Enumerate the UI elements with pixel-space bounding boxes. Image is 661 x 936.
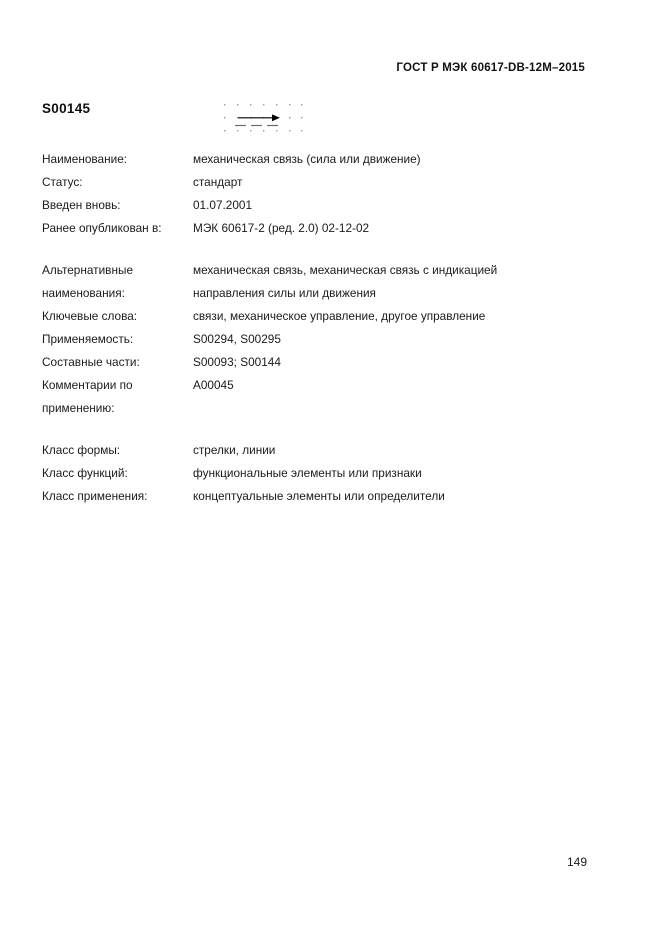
property-value: стандарт — [193, 175, 243, 189]
symbol-arrow — [238, 114, 280, 121]
table-row — [42, 171, 602, 194]
symbol-id-title: S00145 — [42, 101, 91, 116]
table-row — [42, 148, 602, 171]
property-value: механическая связь, механическая связь с индикацией — [193, 263, 498, 277]
table-row — [42, 305, 602, 328]
property-label: Введен вновь: — [42, 198, 121, 212]
property-label: Альтернативные — [42, 263, 133, 277]
table-row — [42, 194, 602, 217]
table-row — [42, 328, 602, 351]
property-value: функциональные элементы или признаки — [193, 466, 422, 480]
property-value: концептуальные элементы или определители — [193, 489, 445, 503]
table-row — [42, 217, 602, 240]
property-value: S00294, S00295 — [193, 332, 281, 346]
property-label: Класс формы: — [42, 443, 121, 457]
property-value: A00045 — [193, 378, 234, 392]
property-value: связи, механическое управление, другое управление — [193, 309, 486, 323]
property-label-continued: применению: — [42, 401, 115, 415]
table-row — [42, 439, 602, 462]
property-label: Применяемость: — [42, 332, 134, 346]
table-row — [42, 462, 602, 485]
table-row — [42, 485, 602, 508]
document-header-standard-reference: ГОСТ Р МЭК 60617-DB-12M–2015 — [396, 62, 585, 74]
table-row — [42, 397, 602, 420]
table-row — [42, 374, 602, 397]
property-label: Составные части: — [42, 355, 140, 369]
symbol-property-table — [42, 148, 602, 508]
property-label: Ранее опубликован в: — [42, 221, 162, 235]
mechanical-link-arrow-symbol — [222, 100, 304, 136]
property-label: Статус: — [42, 175, 83, 189]
property-label: Класс применения: — [42, 489, 148, 503]
table-row — [42, 259, 602, 282]
property-label: Класс функций: — [42, 466, 128, 480]
property-value: 01.07.2001 — [193, 198, 253, 212]
table-row — [42, 282, 602, 305]
property-label: Комментарии по — [42, 378, 133, 392]
property-value: S00093; S00144 — [193, 355, 281, 369]
property-value: механическая связь (сила или движение) — [193, 152, 421, 166]
property-label: Наименование: — [42, 152, 128, 166]
page-number: 149 — [566, 855, 587, 869]
table-row — [42, 351, 602, 374]
property-label: Ключевые слова: — [42, 309, 138, 323]
property-value: стрелки, линии — [193, 443, 276, 457]
property-label-continued: наименования: — [42, 286, 125, 300]
property-value: МЭК 60617-2 (ред. 2.0) 02-12-02 — [193, 221, 370, 235]
property-value-continued: направления силы или движения — [193, 286, 376, 300]
